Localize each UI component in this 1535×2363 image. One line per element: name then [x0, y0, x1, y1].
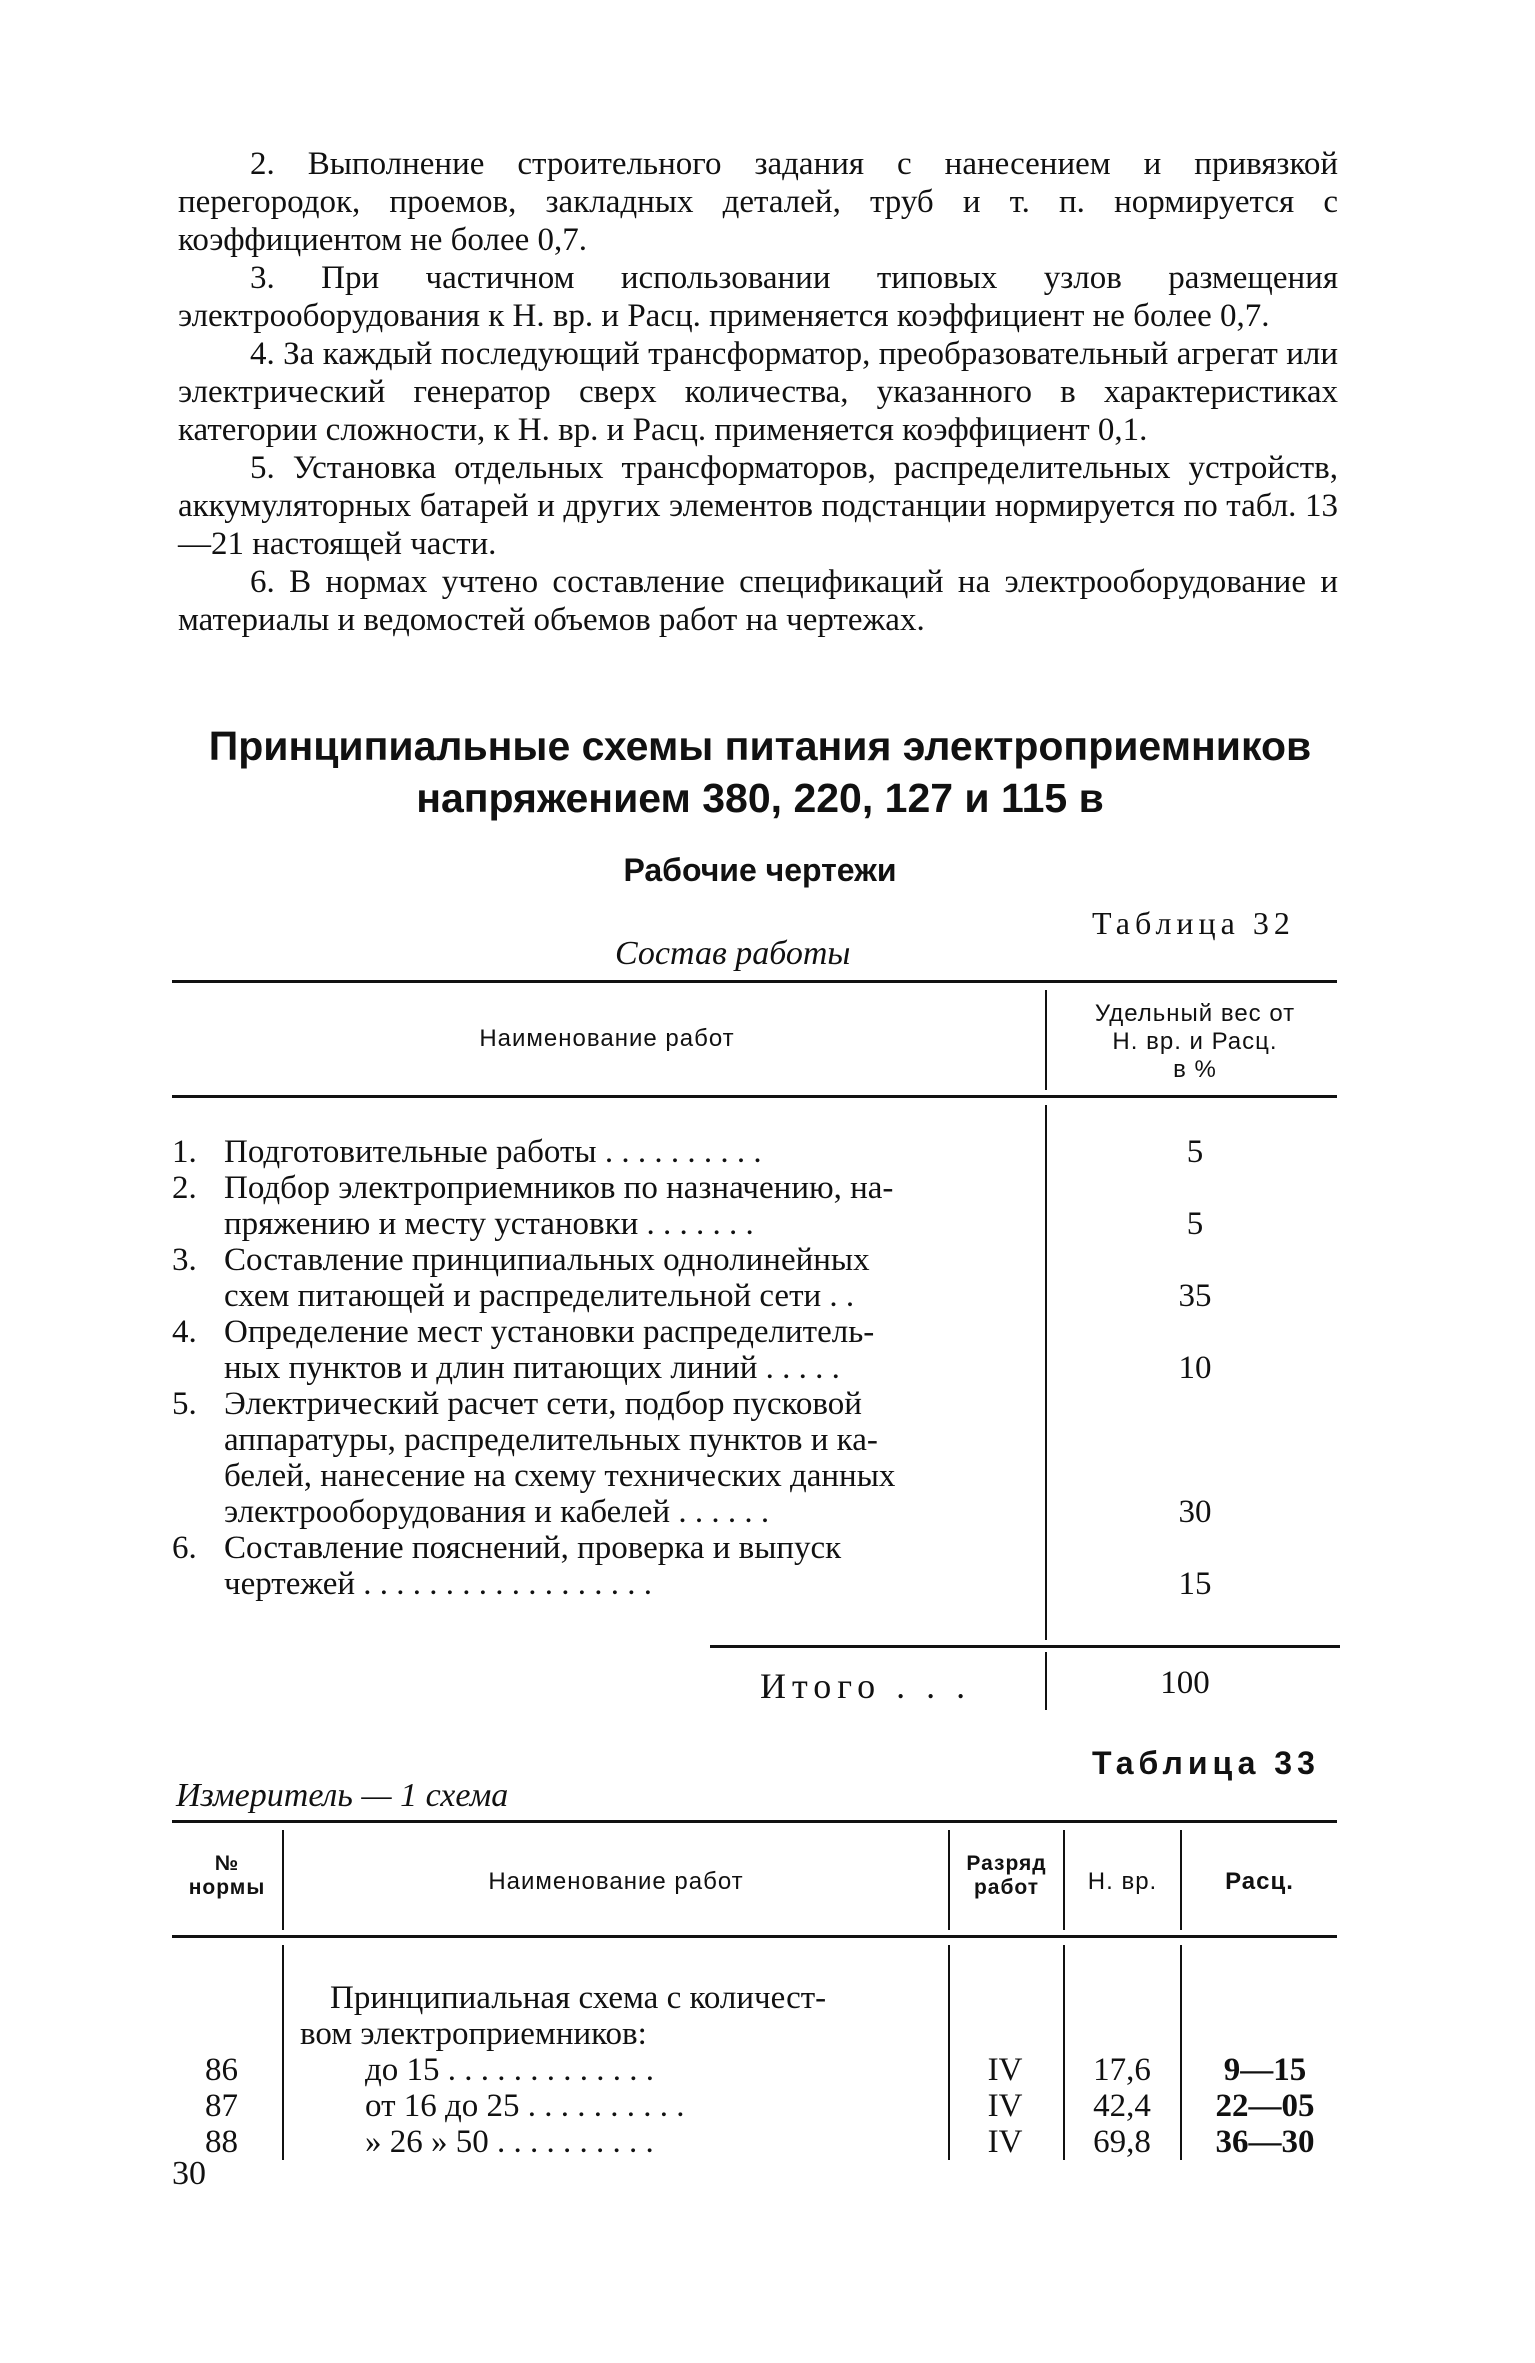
table-33-header-rate: Расц. — [1225, 1868, 1294, 1895]
row-number: 5. — [172, 1386, 197, 1422]
table-33-top-rule — [172, 1820, 1337, 1823]
row-line: ных пунктов и длин питающих линий . . . . . — [224, 1350, 840, 1386]
row-grade: IV — [987, 2124, 1023, 2160]
row-value: 30 — [1178, 1494, 1212, 1530]
table-33-intro — [300, 1980, 940, 2052]
row-rate: 36—30 — [1215, 2124, 1315, 2160]
row-number: 87 — [205, 2088, 238, 2124]
table-33-header-num — [172, 1852, 282, 1900]
row-number: 4. — [172, 1314, 197, 1350]
table-32-header-rule — [172, 1095, 1337, 1098]
section-heading — [160, 720, 1360, 824]
table-32-header-share — [1050, 1000, 1340, 1084]
row-line: Подготовительные работы . . . . . . . . . . — [224, 1134, 762, 1170]
row-grade: IV — [987, 2088, 1023, 2124]
table-33-header-name: Наименование работ — [488, 1868, 744, 1895]
table-33-label: Таблица 33 — [1092, 1745, 1320, 1781]
table-33-caption: Измеритель — 1 схема — [176, 1777, 509, 1814]
table-33-header-time: Н. вр. — [1087, 1868, 1158, 1895]
row-number: 3. — [172, 1242, 197, 1278]
table-32-body-divider — [1045, 1105, 1047, 1640]
table-32-total-rule — [710, 1645, 1340, 1648]
row-grade: IV — [987, 2052, 1023, 2088]
heading-line-2: напряжением 380, 220, 127 и 115 в — [416, 775, 1104, 821]
header-grade-line: работ — [973, 1876, 1040, 1899]
row-number: 6. — [172, 1530, 197, 1566]
row-name — [224, 1170, 1029, 1242]
table-32-header-name: Наименование работ — [479, 1025, 735, 1052]
heading-line-1: Принципиальные схемы питания электроприемников — [208, 723, 1312, 769]
table-32-label: Таблица 32 — [1092, 905, 1295, 941]
header-share-line: Удельный вес от — [1094, 1000, 1296, 1027]
row-number: 2. — [172, 1170, 197, 1206]
row-value: 15 — [1178, 1566, 1212, 1602]
row-value: 10 — [1178, 1350, 1212, 1386]
row-time: 17,6 — [1093, 2052, 1151, 2088]
intro-line: Принципиальная схема с количест- — [330, 1980, 827, 2016]
subheading: Рабочие чертежи — [623, 852, 897, 888]
row-rate: 9—15 — [1223, 2052, 1307, 2088]
row-name — [224, 1314, 1029, 1386]
table-33-header-rule — [172, 1935, 1337, 1938]
header-share-line: Н. вр. и Расц. — [1112, 1028, 1278, 1055]
table-32-total-divider — [1045, 1652, 1047, 1710]
paragraph: 2. Выполнение строительного задания с нанесением и привязкой перегородок, проемов, закладных деталей, труб и т. п. нормируется с коэффициентом не более 0,7. — [178, 146, 1338, 258]
row-value: 35 — [1178, 1278, 1212, 1314]
paragraph: 5. Установка отдельных трансформаторов, распределительных устройств, аккумуляторных батарей и других элементов подстанции нормируется по табл. 13—21 настоящей части. — [178, 450, 1338, 562]
row-line: Определение мест установки распределитель- — [224, 1314, 875, 1350]
table-32-top-rule — [172, 980, 1337, 983]
intro-line: вом электроприемников: — [300, 2016, 647, 2052]
row-value: 5 — [1186, 1206, 1204, 1242]
paragraph: 6. В нормах учтено составление спецификаций на электрооборудование и материалы и ведомостей объемов работ на чертежах. — [178, 564, 1338, 638]
row-line: пряжению и месту установки . . . . . . . — [224, 1206, 754, 1242]
row-time: 69,8 — [1093, 2124, 1151, 2160]
row-line: схем питающей и распределительной сети . . — [224, 1278, 855, 1314]
header-num-line: № — [214, 1852, 240, 1875]
row-rate: 22—05 — [1215, 2088, 1315, 2124]
table-32-header-divider — [1045, 990, 1047, 1090]
table-33-body-divider-1 — [282, 1945, 284, 2160]
row-line: электрооборудования и кабелей . . . . . . — [224, 1494, 770, 1530]
row-number: 88 — [205, 2124, 238, 2160]
row-name: от 16 до 25 . . . . . . . . . . — [365, 2088, 685, 2124]
row-line: Электрический расчет сети, подбор пусковой — [224, 1386, 862, 1422]
table-32-total-value: 100 — [1160, 1665, 1210, 1701]
row-name — [224, 1134, 1029, 1170]
row-number: 86 — [205, 2052, 238, 2088]
row-line: Составление принципиальных однолинейных — [224, 1242, 870, 1278]
header-grade-line: Разряд — [966, 1852, 1047, 1875]
paragraphs-block — [178, 145, 1338, 639]
row-name: » 26 » 50 . . . . . . . . . . — [365, 2124, 654, 2160]
row-time: 42,4 — [1093, 2088, 1151, 2124]
header-share-line: в % — [1173, 1056, 1217, 1083]
page-number: 30 — [172, 2155, 206, 2192]
row-name — [224, 1242, 1029, 1314]
row-line: аппаратуры, распределительных пунктов и ка- — [224, 1422, 878, 1458]
table-33-header-grade — [950, 1852, 1063, 1900]
row-name — [224, 1530, 1029, 1602]
header-num-line: нормы — [188, 1876, 266, 1899]
row-line: Подбор электроприемников по назначению, на- — [224, 1170, 894, 1206]
row-line: белей, нанесение на схему технических данных — [224, 1458, 896, 1494]
table-32-total-label: Итого . . . — [760, 1666, 972, 1706]
paragraph: 3. При частичном использовании типовых узлов размещения электрооборудования к Н. вр. и Расц. применяется коэффициент не более 0,7. — [178, 260, 1338, 334]
row-name — [224, 1386, 1029, 1530]
paragraph: 4. За каждый последующий трансформатор, преобразовательный агрегат или электрический генератор сверх количества, указанного в характеристиках категории сложности, к Н. вр. и Расц. применяется коэффициент 0,1. — [178, 336, 1338, 448]
row-name: до 15 . . . . . . . . . . . . . — [365, 2052, 655, 2088]
row-line: чертежей . . . . . . . . . . . . . . . . . . — [224, 1566, 653, 1602]
row-line: Составление пояснений, проверка и выпуск — [224, 1530, 842, 1566]
table-32-caption: Состав работы — [615, 935, 851, 972]
row-number: 1. — [172, 1134, 197, 1170]
row-value: 5 — [1186, 1134, 1204, 1170]
